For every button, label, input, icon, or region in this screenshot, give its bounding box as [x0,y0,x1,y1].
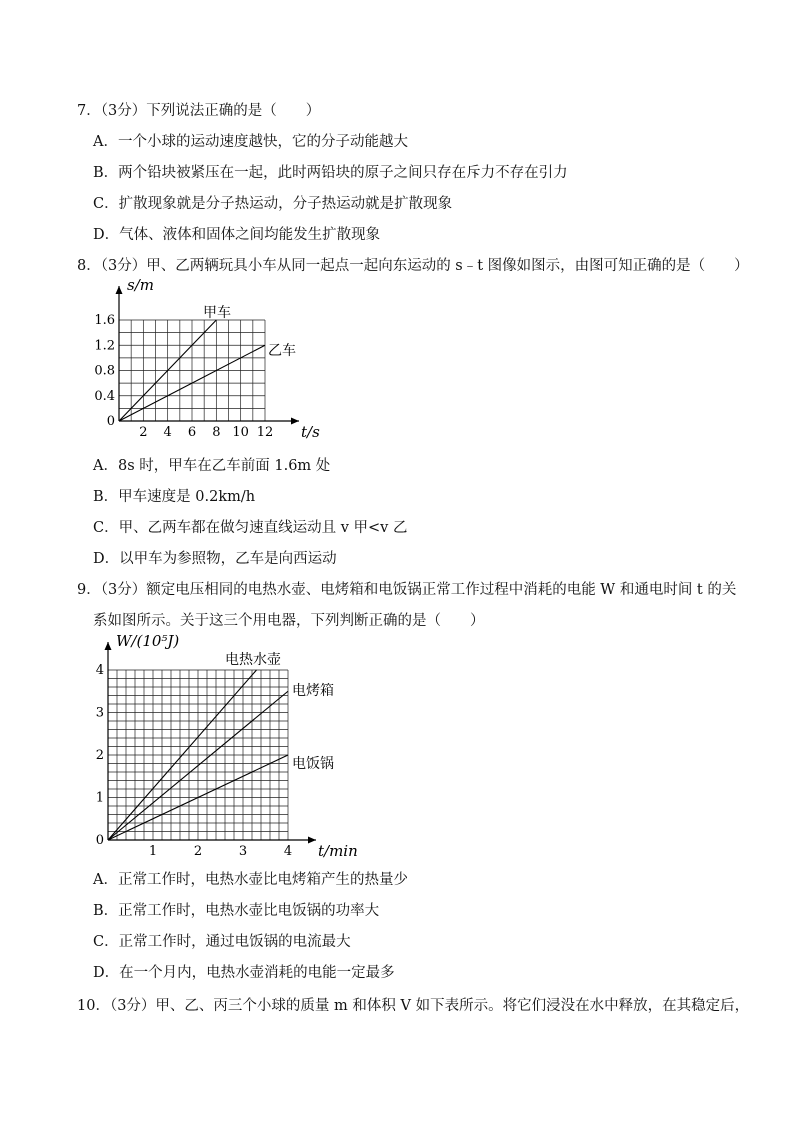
q9-stem-line2: 系如图所示。关于这三个用电器，下列判断正确的是（ ） [93,613,485,629]
wt-chart-axes [105,642,317,844]
y-tick-label: 1.6 [94,313,115,328]
series-label: 乙车 [268,343,296,359]
st-chart-grid [119,320,265,421]
q9-option-c: C．正常工作时，通过电饭锅的电流最大 [93,934,351,950]
x-tick-label: 2 [193,844,203,859]
q7-option-a: A．一个小球的运动速度越快，它的分子动能越大 [93,134,408,150]
x-tick-label: 6 [187,425,197,440]
x-axis-arrow [308,837,316,844]
y-axis-label: s/m [127,276,154,294]
series-label: 电饭锅 [292,756,334,772]
y-axis-arrow [105,642,112,650]
y-axis-arrow [116,286,123,294]
x-axis-label: t/s [301,423,320,441]
q7-option-d: D．气体、液体和固体之间均能发生扩散现象 [93,227,381,243]
y-tick-label: 1 [95,790,104,806]
x-tick-label: 3 [238,844,248,859]
x-tick-label: 4 [283,844,293,859]
x-tick-label: 2 [139,425,148,440]
st-chart-labels [127,276,320,441]
q7-stem: 7．（3分）下列说法正确的是（ ） [77,103,321,119]
q8-option-c: C．甲、乙两车都在做匀速直线运动且 v 甲<v 乙 [93,520,408,536]
y-tick-label: 3 [95,705,104,721]
origin-label: 0 [95,833,104,848]
q9-option-b: B．正常工作时，电热水壶比电饭锅的功率大 [93,903,380,919]
q8-option-d: D．以甲车为参照物，乙车是向西运动 [93,551,337,567]
q9-option-a: A．正常工作时，电热水壶比电烤箱产生的热量少 [93,872,408,888]
q9-option-d: D．在一个月内，电热水壶消耗的电能一定最多 [93,965,395,981]
series-label: 甲车 [203,305,231,321]
wt-chart-labels [116,632,358,860]
series-label: 电热水壶 [225,652,281,668]
origin-label: 0 [106,414,115,429]
w-t-chart [90,632,358,862]
x-axis-label: t/min [318,842,358,860]
q9-stem-line1: 9．（3分）额定电压相同的电热水壶、电烤箱和电饭锅正常工作过程中消耗的电能 W 和通电时间 t 的关 [77,582,737,598]
x-tick-label: 1 [148,844,158,859]
y-tick-label: 0.4 [94,388,115,404]
q10-stem: 10．（3分）甲、乙、丙三个小球的质量 m 和体积 V 如下表所示。将它们浸没在水中释放，在其稳定后， [77,998,750,1014]
y-tick-label: 1.2 [94,338,115,354]
series-label: 电烤箱 [292,683,334,699]
q8-option-a: A．8s 时，甲车在乙车前面 1.6m 处 [93,458,331,474]
q7-option-b: B．两个铅块被紧压在一起，此时两铅块的原子之间只存在斥力不存在引力 [93,165,568,181]
x-tick-label: 12 [256,425,274,440]
wt-chart-ticks [96,663,292,859]
x-axis-arrow [291,418,299,425]
st-chart [90,276,330,445]
y-tick-label: 0.8 [94,363,115,379]
q8-stem: 8．（3分）甲、乙两辆玩具小车从同一起点一起向东运动的 s﹣t 图像如图示，由图可知正确的是（ ） [77,258,749,274]
q8-option-b: B．甲车速度是 0.2km/h [93,489,256,505]
y-tick-label: 4 [95,663,104,678]
wt-chart-grid [108,670,288,840]
x-tick-label: 10 [232,425,249,440]
y-axis-label: W/(10⁵J) [116,632,180,650]
q7-option-c: C．扩散现象就是分子热运动，分子热运动就是扩散现象 [93,196,453,212]
y-tick-label: 2 [95,748,104,763]
x-tick-label: 4 [163,425,172,440]
x-tick-label: 8 [212,425,221,440]
